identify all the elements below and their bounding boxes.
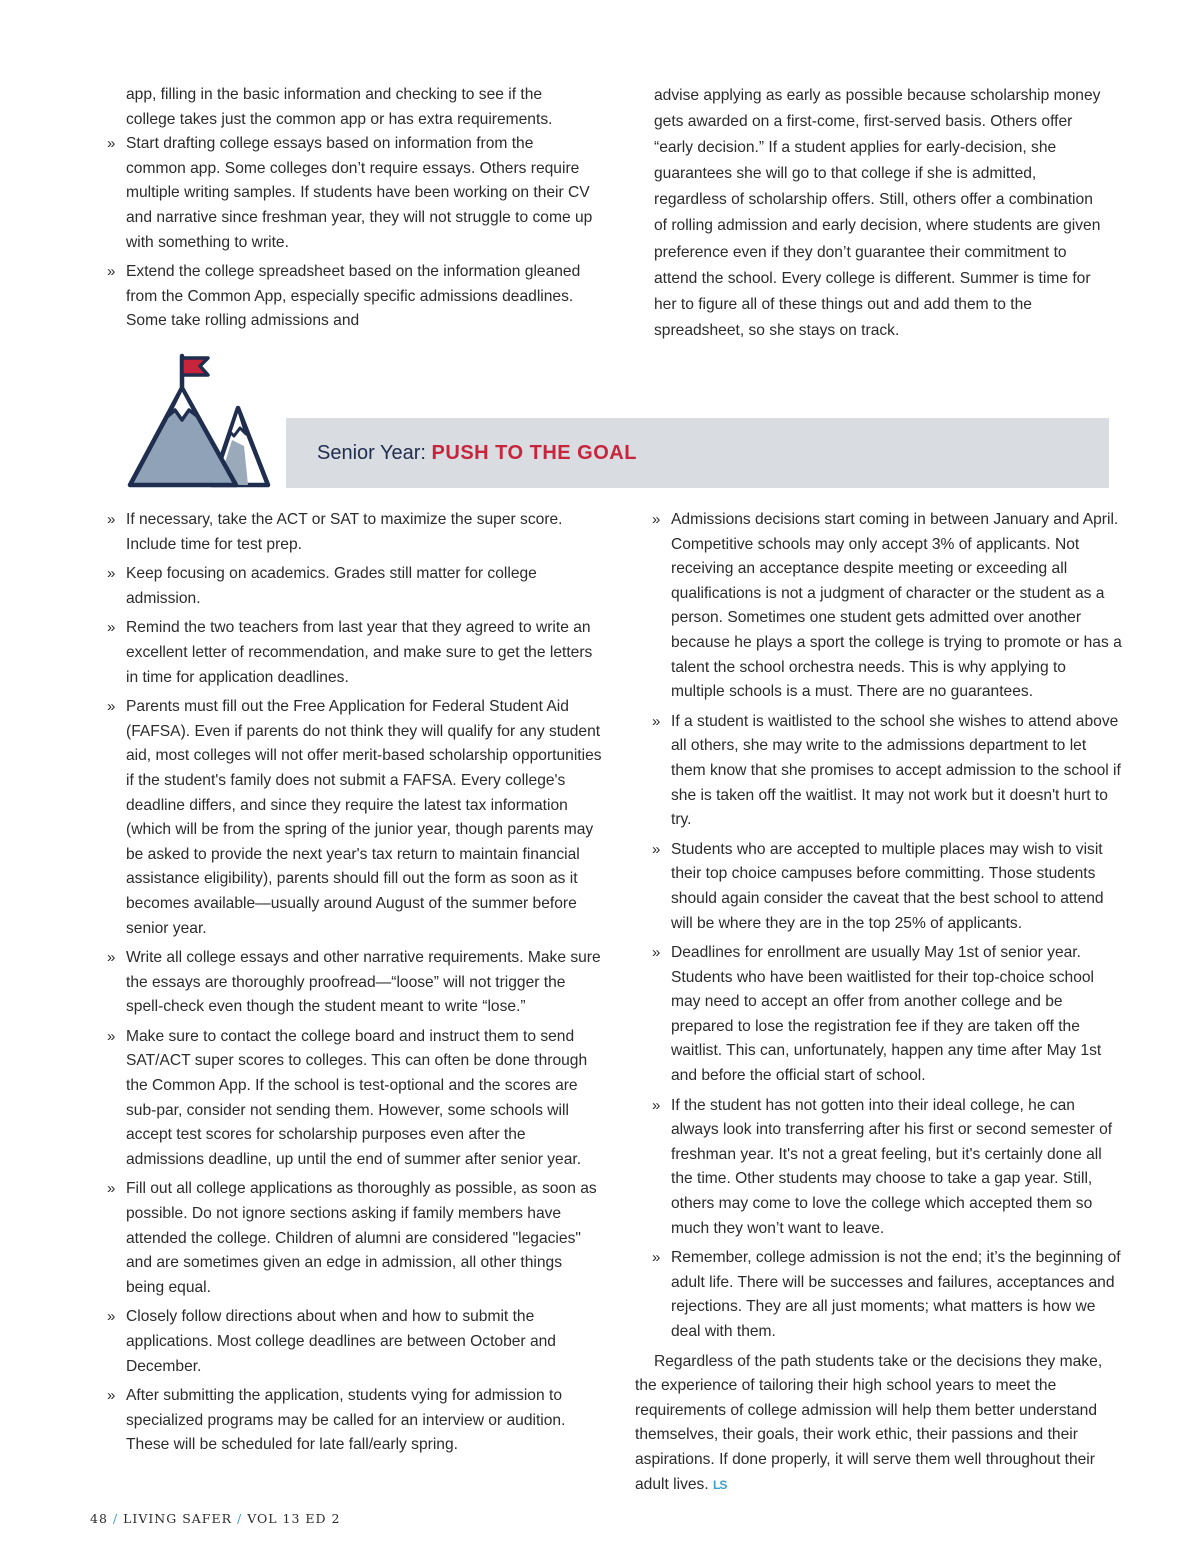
bullet-list — [653, 508, 1123, 1345]
list-item: » Remind the two teachers from last year that they agreed to write an excellent letter of recommendation, and make sure to get the letters in time for application deadlines. — [108, 616, 602, 690]
footer-separator: / — [236, 1511, 243, 1526]
footer-separator: / — [112, 1511, 119, 1526]
heading-accent: PUSH TO THE GOAL — [431, 442, 637, 464]
top-left-column — [108, 83, 594, 339]
page-footer — [90, 1511, 340, 1526]
list-item: » If a student is waitlisted to the school she wishes to attend above all others, she may write to the admissions department to let them know that she promises to accept admission to the school if she is taken off the waitlist. It may not work but it doesn't hurt to try. — [653, 710, 1123, 833]
bottom-right-column — [635, 508, 1123, 1497]
list-item: » If necessary, take the ACT or SAT to maximize the super score. Include time for test prep. — [108, 508, 602, 557]
continued-text: app, filling in the basic information and checking to see if the college takes just the common app or has extra requirements. — [126, 86, 553, 128]
list-item: » Closely follow directions about when and how to submit the applications. Most college deadlines are between October and December. — [108, 1305, 602, 1379]
closing-text: Regardless of the path students take or the decisions they make, the experience of tailoring their high school years to meet the requirements of college admission will help them better understand themselves, their goals, their work ethic, their passions and their aspirations. If done properly, it will serve them well throughout their adult lives. — [635, 1352, 1103, 1493]
bullet-list — [108, 508, 602, 1458]
bullet-list — [108, 132, 594, 334]
section-banner — [286, 418, 1109, 488]
list-item: » Deadlines for enrollment are usually May 1st of senior year. Students who have been waitlisted for their top-choice school may need to accept an offer from another college and be prepared to lose the registration fee if they are taken off the waitlist. This can, unfortunately, happen any time after May 1st and before the official start of school. — [653, 941, 1123, 1089]
section-heading — [317, 442, 637, 465]
list-item: » Students who are accepted to multiple places may wish to visit their top choice campuses before committing. Those students should again consider the caveat that the best school to attend will be where they are in the top 25% of applicants. — [653, 838, 1123, 936]
list-item: » Write all college essays and other narrative requirements. Make sure the essays are thoroughly proofread—“loose” will not trigger the spell-check even though the student meant to write “lose.” — [108, 946, 602, 1020]
magazine-name: LIVING SAFER — [123, 1511, 232, 1526]
list-item: » Remember, college admission is not the end; it’s the beginning of adult life. There will be successes and failures, acceptances and rejections. They are all just moments; what matters is how we deal with them. — [653, 1246, 1123, 1344]
list-item: » Admissions decisions start coming in between January and April. Competitive schools may only accept 3% of applicants. Not receiving an acceptance despite meeting or exceeding all qualifications is not a judgment of character or the student as a person. Sometimes one student gets admitted over another because he plays a sport the college is trying to promote or has a talent the school orchestra needs. This is why applying to multiple schools is a must. There are no guarantees. — [653, 508, 1123, 705]
list-item: » Fill out all college applications as thoroughly as possible, as soon as possible. Do not ignore sections asking if family members have attended the college. Children of alumni are considered "legacies" and are sometimes given an edge in admission, all other things being equal. — [108, 1177, 602, 1300]
bottom-left-column — [108, 508, 602, 1463]
end-mark: LS — [713, 1477, 727, 1492]
list-item: » Make sure to contact the college board and instruct them to send SAT/ACT super scores to colleges. This can often be done through the Common App. If the school is test-optional and the scores are sub-par, consider not sending them. However, some schools will accept test scores for scholarship purposes even after the admissions deadline, up until the end of summer after senior year. — [108, 1025, 602, 1173]
list-item: » Parents must fill out the Free Application for Federal Student Aid (FAFSA). Even if parents do not think they will qualify for any student aid, most colleges will not offer merit-based scholarship opportunities if the student's family does not submit a FAFSA. Every college's deadline differs, and since they require the latest tax information (which will be from the spring of the junior year, though parents may be asked to provide the next year's tax return to maintain financial assistance eligibility), parents should fill out the form as soon as it becomes available—usually around August of the summer before senior year. — [108, 695, 602, 941]
list-item: » Start drafting college essays based on information from the common app. Some colleges don’t require essays. Others require multiple writing samples. If students have been working on their CV and narrative since freshman year, they will not struggle to come up with something to write. — [108, 132, 594, 255]
heading-prefix: Senior Year: — [317, 442, 432, 464]
mountain-flag-icon — [120, 350, 275, 490]
list-item: » Extend the college spreadsheet based on the information gleaned from the Common App, especially specific admissions deadlines. Some take rolling admissions and — [108, 260, 594, 334]
list-item: » Keep focusing on academics. Grades still matter for college admission. — [108, 562, 602, 611]
page-number: 48 — [90, 1511, 108, 1526]
closing-paragraph — [635, 1350, 1123, 1498]
continued-text: advise applying as early as possible because scholarship money gets awarded on a first-come, first-served basis. Others offer “early decision.” If a student applies for early-decision, she guarantees she will go to that college if she is admitted, regardless of scholarship offers. Still, others offer a combination of rolling admission and early decision, where students are given preference even if they don’t guarantee their commitment to attend the school. Every college is different. Summer is time for her to figure all of these things out and add them to the spreadsheet, so she stays on track. — [654, 87, 1101, 339]
top-right-column — [654, 83, 1110, 344]
list-item: » After submitting the application, students vying for admission to specialized programs may be called for an interview or audition. These will be scheduled for late fall/early spring. — [108, 1384, 602, 1458]
list-item: » If the student has not gotten into their ideal college, he can always look into transferring after his first or second semester of freshman year. It's not a great feeling, but it's certainly done all the time. Other students may choose to take a gap year. Still, others may come to love the college which accepted them so much they won’t want to leave. — [653, 1094, 1123, 1242]
issue-label: VOL 13 ED 2 — [247, 1511, 341, 1526]
